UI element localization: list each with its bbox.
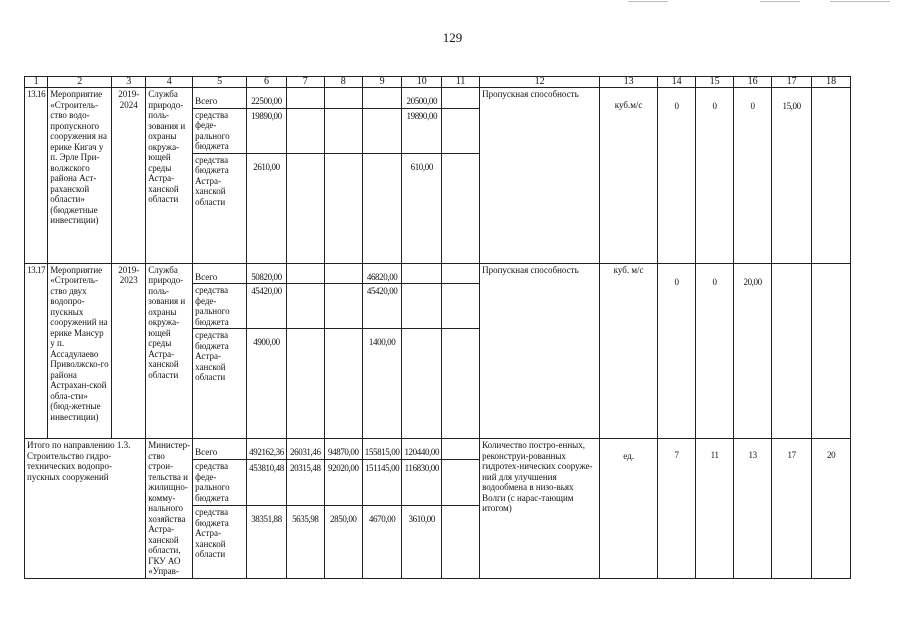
period: 2019-2024 bbox=[112, 88, 146, 264]
column-header: 4 bbox=[146, 77, 193, 88]
value-cell bbox=[286, 284, 324, 329]
value-cell bbox=[362, 108, 402, 153]
indicator-value: 0 bbox=[658, 88, 696, 264]
table-row bbox=[25, 88, 851, 109]
indicator-value: 0 bbox=[658, 263, 696, 439]
value-cell: 46820,00 bbox=[362, 263, 402, 284]
indicator-value: 20,00 bbox=[734, 263, 772, 439]
column-header: 14 bbox=[658, 77, 696, 88]
indicator-value bbox=[812, 88, 851, 264]
indicator-value: 13 bbox=[734, 439, 772, 579]
value-cell bbox=[324, 263, 362, 284]
value-cell bbox=[286, 263, 324, 284]
indicator-value: 0 bbox=[696, 263, 734, 439]
value-cell bbox=[402, 263, 442, 284]
unit: куб.м/с bbox=[600, 88, 658, 264]
value-cell bbox=[362, 88, 402, 109]
value-cell: 155815,00 bbox=[362, 439, 402, 460]
column-header: 5 bbox=[193, 77, 247, 88]
executor: Служба природо-поль-зования и охраны окружа-ющей среды Астра-ханской области bbox=[146, 88, 193, 264]
value-cell bbox=[362, 153, 402, 263]
value-cell: 2850,00 bbox=[324, 506, 362, 578]
indicator-name: Пропускная способность bbox=[480, 263, 600, 439]
unit: куб. м/с bbox=[600, 263, 658, 439]
value-cell: 5635,98 bbox=[286, 506, 324, 578]
value-cell: 120440,00 bbox=[402, 439, 442, 460]
value-cell bbox=[324, 108, 362, 153]
column-header: 2 bbox=[48, 77, 112, 88]
funding-source: средства бюджета Астра-ханской области bbox=[193, 506, 247, 578]
funding-source: Всего bbox=[193, 88, 247, 109]
value-cell bbox=[442, 153, 480, 263]
indicator-name: Пропускная способность bbox=[480, 88, 600, 264]
value-cell bbox=[286, 153, 324, 263]
executor: Служба природо-поль-зования и охраны окружа-ющей среды Астра-ханской области bbox=[146, 263, 193, 439]
value-cell: 492162,36 bbox=[247, 439, 287, 460]
value-cell: 94870,00 bbox=[324, 439, 362, 460]
measure-name: Мероприятие «Строитель-ство водо-пропускного сооружения на ерике Кигач у п. Эрле При-волжского района Аст-раханской области» (бюджетные инвестиции) bbox=[48, 88, 112, 264]
column-header: 9 bbox=[362, 77, 402, 88]
indicator-value bbox=[772, 263, 812, 439]
table-row bbox=[25, 263, 851, 284]
value-cell bbox=[324, 153, 362, 263]
column-header: 11 bbox=[442, 77, 480, 88]
value-cell bbox=[442, 329, 480, 439]
value-cell bbox=[324, 329, 362, 439]
value-cell: 4900,00 bbox=[247, 329, 287, 439]
funding-source: Всего bbox=[193, 263, 247, 284]
column-header: 17 bbox=[772, 77, 812, 88]
column-header: 1 bbox=[25, 77, 48, 88]
value-cell: 3610,00 bbox=[402, 506, 442, 578]
value-cell: 19890,00 bbox=[402, 108, 442, 153]
value-cell: 45420,00 bbox=[362, 284, 402, 329]
page-number: 129 bbox=[442, 30, 463, 45]
column-header: 7 bbox=[286, 77, 324, 88]
row-code: 13.16 bbox=[25, 88, 48, 264]
column-header: 3 bbox=[112, 77, 146, 88]
value-cell bbox=[442, 284, 480, 329]
indicator-value: 0 bbox=[696, 88, 734, 264]
value-cell: 19890,00 bbox=[247, 108, 287, 153]
value-cell: 22500,00 bbox=[247, 88, 287, 109]
column-header: 10 bbox=[402, 77, 442, 88]
value-cell bbox=[442, 460, 480, 506]
unit: ед. bbox=[600, 439, 658, 579]
total-label: Итого по направлению 1.3. Строительство гидро-технических водопро-пускных сооружений bbox=[25, 439, 146, 579]
value-cell: 116830,00 bbox=[402, 460, 442, 506]
value-cell bbox=[442, 506, 480, 578]
value-cell: 20500,00 bbox=[402, 88, 442, 109]
indicator-value: 20 bbox=[812, 439, 851, 579]
period: 2019-2023 bbox=[112, 263, 146, 439]
indicator-value: 7 bbox=[658, 439, 696, 579]
value-cell bbox=[402, 329, 442, 439]
value-cell: 453810,48 bbox=[247, 460, 287, 506]
measure-name: Мероприятие «Строитель-ство двух водопро-пускных сооружений на ерике Мансур у п. Ассадулаево Приволжско-го района Астрахан-ской обла-сти» (бюд-жетные инвестиции) bbox=[48, 263, 112, 439]
indicator-value: 0 bbox=[734, 88, 772, 264]
value-cell: 50820,00 bbox=[247, 263, 287, 284]
value-cell: 2610,00 bbox=[247, 153, 287, 263]
program-table bbox=[24, 76, 851, 579]
top-edge-marks bbox=[0, 0, 905, 4]
value-cell bbox=[442, 88, 480, 109]
column-header: 12 bbox=[480, 77, 600, 88]
value-cell bbox=[286, 329, 324, 439]
value-cell bbox=[442, 439, 480, 460]
executor: Министер-ство строи-тельства и жилищно-комму-нального хозяйства Астра-ханской области, ГКУ АО «Управ- bbox=[146, 439, 193, 579]
funding-source: Всего bbox=[193, 439, 247, 460]
value-cell: 1400,00 bbox=[362, 329, 402, 439]
funding-source: средства бюджета Астра-ханской области bbox=[193, 153, 247, 263]
column-header-row bbox=[25, 77, 851, 88]
row-code: 13.17 bbox=[25, 263, 48, 439]
column-header: 13 bbox=[600, 77, 658, 88]
indicator-value: 17 bbox=[772, 439, 812, 579]
indicator-value bbox=[812, 263, 851, 439]
value-cell: 45420,00 bbox=[247, 284, 287, 329]
value-cell: 26031,46 bbox=[286, 439, 324, 460]
value-cell: 92020,00 bbox=[324, 460, 362, 506]
column-header: 15 bbox=[696, 77, 734, 88]
value-cell bbox=[442, 263, 480, 284]
value-cell bbox=[442, 108, 480, 153]
value-cell: 4670,00 bbox=[362, 506, 402, 578]
column-header: 6 bbox=[247, 77, 287, 88]
table-row bbox=[25, 439, 851, 460]
value-cell: 610,00 bbox=[402, 153, 442, 263]
column-header: 8 bbox=[324, 77, 362, 88]
column-header: 16 bbox=[734, 77, 772, 88]
value-cell: 20315,48 bbox=[286, 460, 324, 506]
funding-source: средства феде-рального бюджета bbox=[193, 284, 247, 329]
value-cell: 38351,88 bbox=[247, 506, 287, 578]
value-cell bbox=[286, 88, 324, 109]
value-cell: 151145,00 bbox=[362, 460, 402, 506]
value-cell bbox=[324, 284, 362, 329]
value-cell bbox=[324, 88, 362, 109]
funding-source: средства феде-рального бюджета bbox=[193, 460, 247, 506]
value-cell bbox=[286, 108, 324, 153]
indicator-value: 15,00 bbox=[772, 88, 812, 264]
funding-source: средства бюджета Астра-ханской области bbox=[193, 329, 247, 439]
column-header: 18 bbox=[812, 77, 851, 88]
value-cell bbox=[402, 284, 442, 329]
indicator-name: Количество постро-енных, реконструи-рованных гидротех-нических сооруже-ний для улучшения водообмена в низо-вьях Волги (с нарас-тающим итогом) bbox=[480, 439, 600, 579]
indicator-value: 11 bbox=[696, 439, 734, 579]
funding-source: средства феде-рального бюджета bbox=[193, 108, 247, 153]
